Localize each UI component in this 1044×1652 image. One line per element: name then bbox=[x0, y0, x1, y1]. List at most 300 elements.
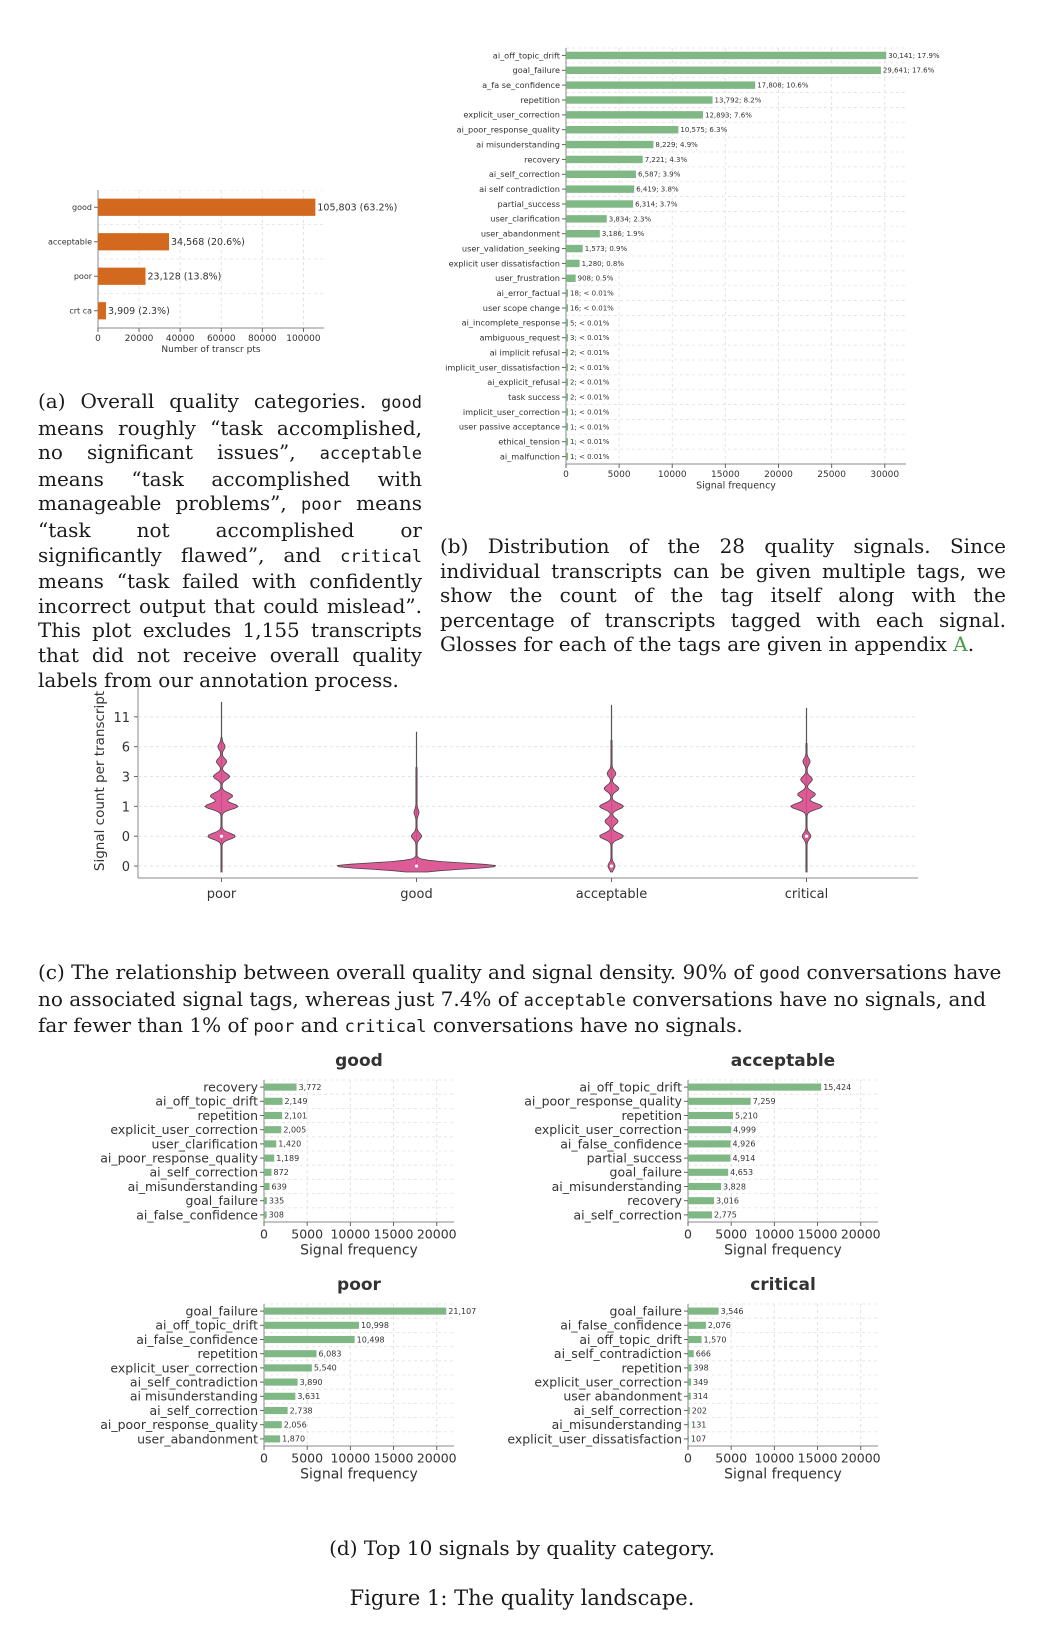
caption-a-text-2: means roughly “task accomplished, no significant issues”, bbox=[38, 415, 422, 465]
a-category-label: good bbox=[72, 203, 92, 213]
d-acceptable-data-label: 4,914 bbox=[732, 1153, 756, 1163]
chart-b-signal-distribution bbox=[430, 40, 1000, 500]
caption-a-code-poor: poor bbox=[300, 495, 342, 516]
d-critical-bar bbox=[688, 1336, 702, 1343]
c-violin-median bbox=[805, 835, 808, 838]
d-good-category-label: ai_misunderstanding bbox=[127, 1178, 258, 1194]
b-data-label: 1,280; 0.8% bbox=[581, 259, 625, 268]
b-category-label: repetition bbox=[520, 94, 560, 105]
b-data-label: 2; < 0.01% bbox=[570, 393, 610, 402]
d-critical-data-label: 131 bbox=[691, 1420, 707, 1430]
a-bar bbox=[98, 268, 146, 285]
caption-b-text: (b) Distribution of the 28 quality signals. Since individual transcripts can be given multiple tags, we show the count of the tag itself along with the percentage of transcripts tagged with each signal. Glosses for each of the tags are given in appendix bbox=[440, 534, 1006, 657]
b-category-label: user_validation_seeking bbox=[461, 243, 560, 254]
d-poor-category-label: ai_false_confidence bbox=[136, 1331, 258, 1347]
d-acceptable-bar bbox=[688, 1140, 731, 1147]
d-acceptable-category-label: explicit_user_correction bbox=[534, 1122, 682, 1138]
caption-c-text-1: (c) The relationship between overall quality and signal density. 90% of bbox=[38, 960, 760, 984]
b-bar bbox=[566, 126, 678, 133]
b-bar bbox=[566, 245, 583, 252]
d-critical-category-label: ai_self_correction bbox=[573, 1402, 682, 1418]
d-good-data-label: 1,189 bbox=[276, 1153, 300, 1163]
b-x-axis-label: Signal frequency bbox=[696, 480, 776, 492]
b-data-label: 5; < 0.01% bbox=[570, 319, 610, 328]
d-acceptable-data-label: 4,926 bbox=[732, 1139, 756, 1149]
b-category-label: ai misunderstanding bbox=[476, 139, 560, 150]
d-critical-data-label: 2,076 bbox=[707, 1321, 731, 1331]
c-x-tick-label: critical bbox=[784, 887, 829, 902]
b-category-label: explicit user dissatisfaction bbox=[448, 258, 560, 269]
b-bar bbox=[566, 200, 633, 207]
b-category-label: partial_success bbox=[497, 198, 560, 209]
b-category-label: recovery bbox=[524, 154, 560, 165]
d-good-x-tick-label: 10000 bbox=[330, 1226, 371, 1242]
c-violin-body bbox=[338, 768, 496, 872]
d-poor-category-label: ai_off_topic_drift bbox=[155, 1317, 258, 1333]
appendix-link[interactable]: A bbox=[953, 632, 968, 657]
caption-a-text-3: means “task accomplished with manageable problems”, bbox=[38, 466, 422, 516]
d-acceptable-x-tick-label: 0 bbox=[684, 1226, 692, 1242]
d-acceptable-data-label: 3,016 bbox=[716, 1196, 739, 1206]
a-data-label: 23,128 (13.8%) bbox=[147, 271, 222, 283]
b-bar bbox=[566, 438, 568, 445]
d-good-data-label: 872 bbox=[273, 1168, 289, 1178]
c-y-tick-label: 3 bbox=[121, 770, 130, 786]
d-acceptable-category-label: ai_poor_response_quality bbox=[524, 1093, 682, 1109]
d-acceptable-bar bbox=[688, 1126, 731, 1133]
d-critical-data-label: 1,570 bbox=[703, 1335, 727, 1345]
d-poor-bar bbox=[264, 1364, 312, 1371]
d-poor-bar bbox=[264, 1393, 295, 1400]
a-bar bbox=[98, 302, 106, 319]
chart-d-svg bbox=[60, 1040, 960, 1530]
chart-d-top-signals bbox=[60, 1040, 960, 1530]
b-x-tick-label: 20000 bbox=[764, 470, 793, 480]
b-data-label: 6,587; 3.9% bbox=[637, 170, 681, 179]
b-category-label: ai self contradiction bbox=[479, 184, 560, 195]
d-acceptable-bar bbox=[688, 1112, 733, 1119]
d-poor-bar bbox=[264, 1308, 446, 1315]
b-category-label: implicit_user_correction bbox=[462, 406, 560, 417]
a-category-label: poor bbox=[73, 272, 92, 282]
d-poor-bar bbox=[264, 1350, 317, 1357]
b-x-tick-label: 10000 bbox=[657, 470, 687, 480]
b-data-label: 1; < 0.01% bbox=[570, 423, 610, 432]
d-poor-data-label: 5,540 bbox=[313, 1363, 337, 1373]
b-data-label: 29,641; 17.6% bbox=[882, 66, 935, 75]
d-poor-data-label: 3,890 bbox=[299, 1377, 323, 1387]
c-violin-median bbox=[220, 835, 223, 838]
d-acceptable-category-label: ai_off_topic_drift bbox=[579, 1079, 682, 1095]
b-data-label: 3,834; 2.3% bbox=[608, 215, 652, 224]
c-x-tick-label: good bbox=[400, 887, 433, 902]
d-poor-data-label: 3,631 bbox=[297, 1392, 321, 1402]
b-category-label: ai implicit refusal bbox=[489, 347, 560, 358]
d-acceptable-data-label: 15,424 bbox=[823, 1082, 852, 1092]
b-x-tick-label: 25000 bbox=[817, 470, 846, 480]
b-data-label: 7,221; 4.3% bbox=[644, 155, 688, 164]
b-category-label: ai_malfunction bbox=[499, 451, 560, 462]
b-bar bbox=[566, 141, 653, 148]
d-acceptable-category-label: recovery bbox=[627, 1193, 682, 1209]
d-critical-bar bbox=[688, 1364, 691, 1371]
d-good-title: good bbox=[335, 1051, 383, 1071]
d-acceptable-x-tick-label: 15000 bbox=[797, 1226, 838, 1242]
b-bar bbox=[566, 111, 703, 118]
d-acceptable-data-label: 3,828 bbox=[723, 1182, 746, 1192]
d-acceptable-bar bbox=[688, 1155, 730, 1162]
d-poor-category-label: user_abandonment bbox=[137, 1431, 258, 1447]
d-good-bar bbox=[264, 1098, 283, 1105]
d-good-bar bbox=[264, 1183, 270, 1190]
d-good-bar bbox=[264, 1169, 272, 1176]
d-critical-data-label: 107 bbox=[690, 1434, 707, 1444]
b-bar bbox=[566, 379, 568, 386]
c-y-axis-label: Signal count per transcript bbox=[92, 690, 108, 872]
d-acceptable-data-label: 7,259 bbox=[752, 1097, 776, 1107]
b-category-label: user passive acceptance bbox=[458, 421, 560, 432]
d-acceptable-category-label: partial_success bbox=[586, 1150, 682, 1166]
d-poor-data-label: 6,083 bbox=[318, 1349, 342, 1359]
b-category-label: task success bbox=[508, 392, 560, 403]
b-category-label: user scope change bbox=[482, 302, 560, 313]
c-violin-median bbox=[415, 864, 418, 867]
a-data-label: 105,803 (63.2%) bbox=[317, 202, 398, 214]
d-good-category-label: ai_poor_response_quality bbox=[100, 1150, 258, 1166]
c-y-tick-label: 0 bbox=[121, 830, 130, 846]
chart-a-svg bbox=[30, 190, 420, 370]
d-acceptable-bar bbox=[688, 1183, 721, 1190]
d-acceptable-bar bbox=[688, 1197, 714, 1204]
d-good-bar bbox=[264, 1126, 281, 1133]
a-category-label: crt ca bbox=[69, 306, 92, 316]
d-good-category-label: user_clarification bbox=[151, 1136, 258, 1152]
d-poor-x-tick-label: 20000 bbox=[416, 1450, 457, 1466]
b-x-tick-label: 0 bbox=[563, 470, 569, 480]
d-critical-data-label: 3,546 bbox=[720, 1306, 744, 1316]
caption-c-text-3: conversations have no signals, and far fewer than 1% of bbox=[38, 986, 987, 1038]
caption-a-text-1: (a) Overall quality categories. bbox=[38, 389, 382, 413]
b-category-label: ambiguous_request bbox=[479, 332, 560, 343]
d-poor-category-label: explicit_user_correction bbox=[110, 1360, 258, 1376]
b-data-label: 908; 0.5% bbox=[577, 274, 614, 283]
d-poor-data-label: 2,056 bbox=[283, 1420, 307, 1430]
b-category-label: user_clarification bbox=[490, 213, 560, 224]
a-data-label: 34,568 (20.6%) bbox=[171, 237, 245, 249]
caption-c-text-4: and bbox=[294, 1013, 345, 1038]
b-bar bbox=[566, 230, 600, 237]
b-category-label: ai_explicit_refusal bbox=[487, 377, 560, 388]
d-good-bar bbox=[264, 1197, 267, 1204]
d-acceptable-category-label: ai_self_correction bbox=[573, 1207, 682, 1223]
b-data-label: 6,314; 3.7% bbox=[635, 200, 678, 209]
c-violin-median bbox=[610, 864, 613, 867]
caption-b bbox=[440, 534, 1006, 657]
a-x-axis-label: Number of transcr pts bbox=[161, 345, 261, 355]
b-category-label: ethical_tension bbox=[498, 436, 560, 447]
chart-c-svg bbox=[60, 684, 940, 924]
caption-c bbox=[38, 960, 1006, 1040]
b-bar bbox=[566, 67, 881, 74]
d-poor-category-label: ai_poor_response_quality bbox=[100, 1417, 258, 1433]
d-acceptable-category-label: ai_false_confidence bbox=[560, 1136, 682, 1152]
d-critical-x-tick-label: 5000 bbox=[715, 1450, 748, 1466]
d-acceptable-x-tick-label: 5000 bbox=[715, 1226, 748, 1242]
b-category-label: ai_off_topic_drift bbox=[492, 50, 560, 61]
d-critical-x-tick-label: 15000 bbox=[797, 1450, 838, 1466]
d-acceptable-category-label: ai_misunderstanding bbox=[551, 1178, 682, 1194]
a-x-tick-label: 0 bbox=[95, 334, 101, 344]
a-bar bbox=[98, 199, 315, 216]
d-poor-bar bbox=[264, 1435, 280, 1442]
b-category-label: goal_failure bbox=[512, 65, 560, 76]
chart-a-quality-categories bbox=[30, 190, 420, 370]
d-poor-x-tick-label: 10000 bbox=[330, 1450, 371, 1466]
d-good-data-label: 2,149 bbox=[284, 1097, 308, 1107]
b-data-label: 17,808; 10.6% bbox=[757, 81, 809, 90]
d-critical-bar bbox=[688, 1393, 691, 1400]
b-data-label: 2; < 0.01% bbox=[570, 378, 610, 387]
d-good-data-label: 3,772 bbox=[298, 1082, 322, 1092]
caption-c-text-5: conversations have no signals. bbox=[426, 1013, 743, 1038]
caption-d: (d) Top 10 signals by quality category. bbox=[329, 1536, 715, 1560]
d-critical-bar bbox=[688, 1322, 706, 1329]
d-poor-x-tick-label: 5000 bbox=[291, 1450, 324, 1466]
d-critical-data-label: 349 bbox=[693, 1377, 709, 1387]
b-bar bbox=[566, 81, 755, 88]
b-data-label: 3; < 0.01% bbox=[570, 334, 610, 343]
c-y-tick-label: 0 bbox=[121, 860, 130, 876]
d-critical-x-tick-label: 0 bbox=[684, 1450, 692, 1466]
d-critical-category-label: ai_misunderstanding bbox=[551, 1417, 682, 1433]
caption-c-code-good: good bbox=[759, 964, 801, 984]
d-critical-bar bbox=[688, 1407, 690, 1414]
d-critical-category-label: user abandonment bbox=[563, 1388, 682, 1404]
d-poor-category-label: ai_self_contradiction bbox=[129, 1374, 258, 1390]
d-critical-bar bbox=[688, 1308, 719, 1315]
d-poor-title: poor bbox=[337, 1275, 381, 1295]
b-x-tick-label: 5000 bbox=[607, 470, 631, 480]
d-good-data-label: 1,420 bbox=[278, 1139, 302, 1149]
a-data-label: 3,909 (2.3%) bbox=[108, 306, 170, 318]
d-acceptable-bar bbox=[688, 1169, 728, 1176]
d-critical-category-label: goal_failure bbox=[609, 1303, 682, 1319]
b-data-label: 16; < 0.01% bbox=[570, 304, 614, 313]
d-poor-category-label: ai_self_correction bbox=[149, 1402, 258, 1418]
b-data-label: 6,419; 3.8% bbox=[636, 185, 679, 194]
d-acceptable-category-label: repetition bbox=[621, 1107, 682, 1123]
c-y-tick-label: 6 bbox=[121, 740, 130, 756]
d-good-bar bbox=[264, 1211, 267, 1218]
d-critical-x-tick-label: 20000 bbox=[840, 1450, 881, 1466]
d-acceptable-data-label: 2,775 bbox=[713, 1210, 737, 1220]
d-critical-data-label: 666 bbox=[695, 1349, 712, 1359]
d-poor-bar bbox=[264, 1322, 359, 1329]
d-good-category-label: explicit_user_correction bbox=[110, 1122, 258, 1138]
d-critical-category-label: repetition bbox=[621, 1360, 682, 1376]
d-poor-data-label: 21,107 bbox=[448, 1306, 477, 1316]
a-x-tick-label: 100000 bbox=[286, 334, 321, 344]
b-data-label: 12,893; 7.6% bbox=[704, 111, 752, 120]
d-critical-category-label: ai_off_topic_drift bbox=[579, 1331, 682, 1347]
c-violin-body bbox=[600, 741, 624, 872]
b-category-label: user_abandonment bbox=[480, 228, 560, 239]
a-x-tick-label: 80000 bbox=[248, 334, 277, 344]
c-y-tick-label: 1 bbox=[121, 800, 130, 816]
d-poor-data-label: 2,738 bbox=[289, 1406, 313, 1416]
d-poor-bar bbox=[264, 1336, 355, 1343]
d-good-x-tick-label: 0 bbox=[260, 1226, 268, 1242]
a-bar bbox=[98, 233, 169, 250]
caption-a-code-good: good bbox=[381, 393, 422, 413]
b-category-label: a_fa se_confidence bbox=[482, 80, 560, 91]
d-acceptable-data-label: 5,210 bbox=[734, 1111, 758, 1121]
caption-c-code-acceptable: acceptable bbox=[523, 990, 626, 1011]
d-critical-title: critical bbox=[750, 1275, 816, 1295]
d-poor-data-label: 10,498 bbox=[356, 1335, 385, 1345]
d-acceptable-bar bbox=[688, 1211, 712, 1218]
b-data-label: 8,229; 4.9% bbox=[655, 141, 698, 150]
d-critical-bar bbox=[688, 1379, 691, 1386]
d-acceptable-x-axis-label: Signal frequency bbox=[724, 1242, 842, 1259]
b-bar bbox=[566, 156, 643, 163]
d-acceptable-x-tick-label: 20000 bbox=[840, 1226, 881, 1242]
d-good-x-axis-label: Signal frequency bbox=[300, 1242, 418, 1259]
d-good-category-label: ai_off_topic_drift bbox=[155, 1093, 258, 1109]
b-bar bbox=[566, 423, 568, 430]
d-acceptable-category-label: goal_failure bbox=[609, 1164, 682, 1180]
d-critical-category-label: ai_self_contradiction bbox=[553, 1346, 682, 1362]
d-poor-category-label: ai misunderstanding bbox=[129, 1388, 258, 1404]
d-good-data-label: 639 bbox=[271, 1182, 287, 1192]
d-good-bar bbox=[264, 1112, 282, 1119]
d-good-category-label: ai_self_correction bbox=[149, 1164, 258, 1180]
d-critical-category-label: ai_false_confidence bbox=[560, 1317, 682, 1333]
d-poor-x-tick-label: 15000 bbox=[373, 1450, 414, 1466]
b-category-label: ai_poor_response_quality bbox=[456, 124, 560, 135]
d-good-bar bbox=[264, 1155, 274, 1162]
c-x-tick-label: acceptable bbox=[575, 887, 648, 902]
a-x-tick-label: 40000 bbox=[165, 334, 195, 344]
b-bar bbox=[566, 52, 886, 59]
c-violin-body bbox=[791, 744, 823, 872]
caption-c-code-poor: poor bbox=[253, 1017, 295, 1038]
d-acceptable-title: acceptable bbox=[730, 1051, 836, 1071]
b-category-label: ai_incomplete_response bbox=[461, 317, 560, 328]
b-category-label: explicit_user_correction bbox=[463, 109, 560, 120]
b-bar bbox=[566, 408, 568, 415]
b-bar bbox=[566, 289, 568, 296]
caption-a-code-critical: critical bbox=[340, 546, 422, 567]
d-poor-category-label: repetition bbox=[197, 1346, 258, 1362]
chart-b-svg bbox=[430, 40, 1000, 500]
d-acceptable-bar bbox=[688, 1084, 821, 1091]
b-bar bbox=[566, 364, 568, 371]
c-x-tick-label: poor bbox=[206, 887, 237, 902]
b-data-label: 1; < 0.01% bbox=[570, 438, 610, 447]
b-data-label: 1; < 0.01% bbox=[570, 408, 610, 417]
b-x-tick-label: 30000 bbox=[870, 470, 900, 480]
a-category-label: acceptable bbox=[48, 237, 92, 247]
b-data-label: 1,573; 0.9% bbox=[584, 245, 628, 254]
b-category-label: implicit_user_dissatisfaction bbox=[445, 362, 560, 373]
d-good-x-tick-label: 20000 bbox=[416, 1226, 457, 1242]
d-critical-bar bbox=[688, 1435, 689, 1442]
b-data-label: 2; < 0.01% bbox=[570, 349, 610, 358]
caption-a-code-acceptable: acceptable bbox=[319, 444, 422, 465]
d-good-bar bbox=[264, 1084, 297, 1091]
caption-a-text-4: means “task not accomplished or significantly flawed”, and bbox=[38, 491, 422, 567]
d-acceptable-data-label: 4,999 bbox=[733, 1125, 757, 1135]
b-data-label: 1; < 0.01% bbox=[570, 453, 610, 462]
d-good-category-label: recovery bbox=[203, 1079, 258, 1095]
d-critical-category-label: explicit_user_correction bbox=[534, 1374, 682, 1390]
d-poor-category-label: goal_failure bbox=[185, 1303, 258, 1319]
b-category-label: user_frustration bbox=[495, 273, 560, 284]
caption-c-code-critical: critical bbox=[344, 1017, 427, 1038]
caption-a bbox=[38, 389, 422, 692]
b-data-label: 18; < 0.01% bbox=[570, 289, 614, 298]
d-critical-x-tick-label: 10000 bbox=[754, 1450, 795, 1466]
b-bar bbox=[566, 260, 580, 267]
d-acceptable-data-label: 4,653 bbox=[730, 1168, 754, 1178]
b-bar bbox=[566, 275, 576, 282]
b-bar bbox=[566, 319, 568, 326]
d-acceptable-bar bbox=[688, 1098, 751, 1105]
a-x-tick-label: 20000 bbox=[124, 334, 154, 344]
d-good-category-label: goal_failure bbox=[185, 1193, 258, 1209]
a-x-tick-label: 60000 bbox=[206, 334, 236, 344]
d-good-category-label: ai_false_confidence bbox=[136, 1207, 258, 1223]
b-data-label: 2; < 0.01% bbox=[570, 363, 610, 372]
d-critical-category-label: explicit_user_dissatisfaction bbox=[507, 1431, 682, 1447]
b-data-label: 13,792; 8.2% bbox=[714, 96, 762, 105]
d-poor-bar bbox=[264, 1407, 288, 1414]
d-critical-data-label: 398 bbox=[693, 1363, 709, 1373]
d-critical-x-axis-label: Signal frequency bbox=[724, 1466, 842, 1483]
d-poor-data-label: 1,870 bbox=[282, 1434, 306, 1444]
figure-title: Figure 1: The quality landscape. bbox=[349, 1586, 695, 1610]
b-bar bbox=[566, 349, 568, 356]
b-x-tick-label: 15000 bbox=[711, 470, 740, 480]
c-violin-body bbox=[205, 738, 238, 872]
b-bar bbox=[566, 334, 568, 341]
d-poor-bar bbox=[264, 1379, 298, 1386]
b-bar bbox=[566, 304, 568, 311]
d-good-data-label: 2,005 bbox=[283, 1125, 307, 1135]
d-critical-bar bbox=[688, 1350, 694, 1357]
caption-b-end: . bbox=[967, 632, 975, 657]
b-bar bbox=[566, 393, 568, 400]
b-bar bbox=[566, 215, 607, 222]
d-good-data-label: 308 bbox=[268, 1210, 284, 1220]
d-good-category-label: repetition bbox=[197, 1107, 258, 1123]
caption-a-text-5: means “task failed with confidently incorrect output that could mislead”. This plot excludes 1,155 transcripts that did not receive overall quality labels from our annotation process. bbox=[38, 569, 422, 692]
b-bar bbox=[566, 171, 636, 178]
b-category-label: ai_error_factual bbox=[496, 288, 560, 299]
d-critical-data-label: 202 bbox=[691, 1406, 708, 1416]
d-poor-x-axis-label: Signal frequency bbox=[300, 1466, 418, 1483]
d-good-x-tick-label: 15000 bbox=[373, 1226, 414, 1242]
b-bar bbox=[566, 96, 713, 103]
d-good-data-label: 335 bbox=[268, 1196, 285, 1206]
b-bar bbox=[566, 453, 568, 460]
d-critical-bar bbox=[688, 1421, 689, 1428]
d-good-bar bbox=[264, 1140, 276, 1147]
b-data-label: 10,575; 6.3% bbox=[680, 126, 728, 135]
b-category-label: ai_self_correction bbox=[488, 169, 560, 180]
c-y-tick-label: 11 bbox=[113, 710, 130, 726]
